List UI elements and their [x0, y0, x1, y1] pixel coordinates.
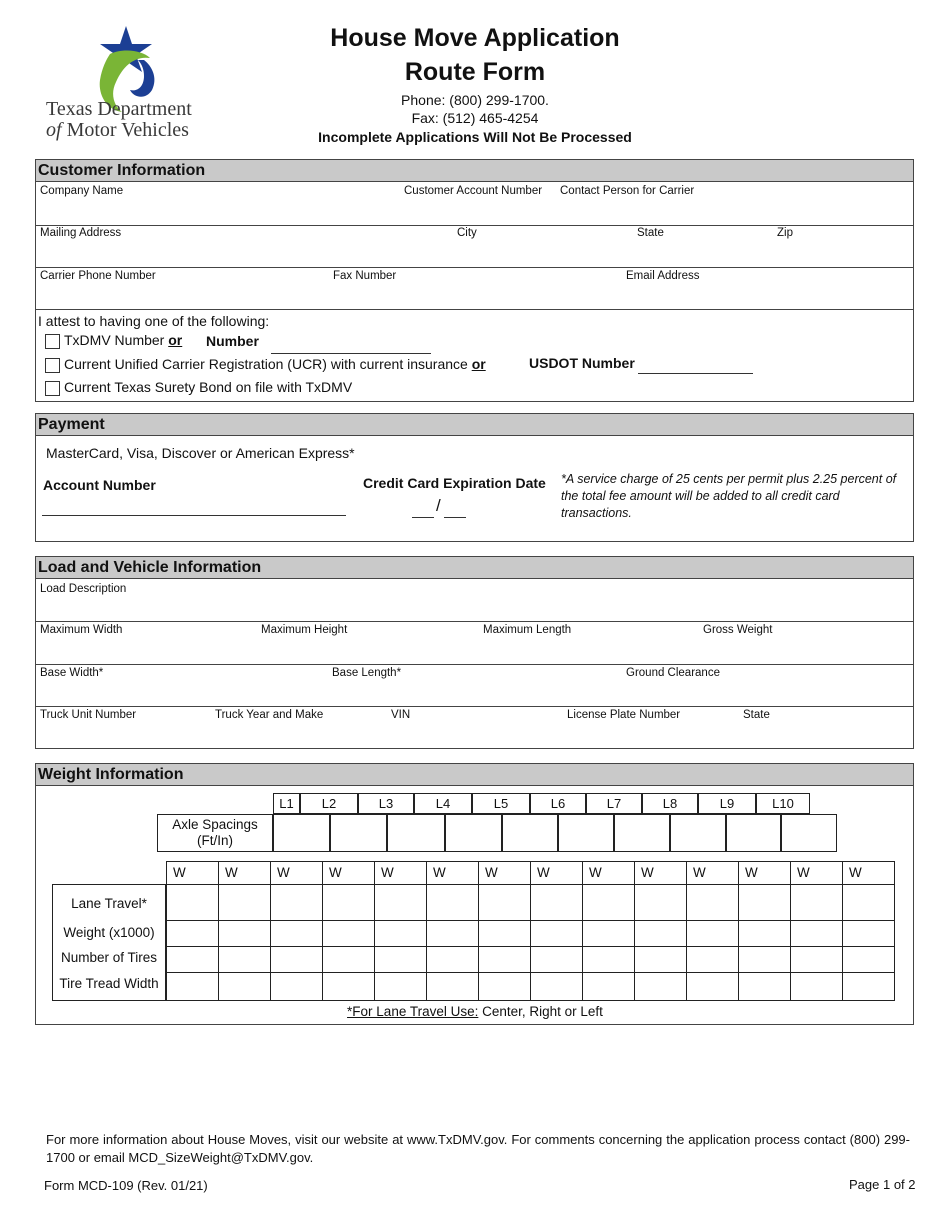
weight-input-cell[interactable]	[426, 946, 479, 973]
weight-input-cell[interactable]	[426, 920, 479, 947]
divider	[36, 267, 913, 268]
weight-input-cell[interactable]	[374, 946, 427, 973]
weight-input-cell[interactable]	[478, 972, 531, 1001]
weight-input-cell[interactable]	[218, 946, 271, 973]
weight-input-cell[interactable]	[218, 972, 271, 1001]
header-phone: Phone: (800) 299-1700.	[401, 92, 549, 108]
weight-column-header: W	[738, 861, 791, 885]
weight-input-cell[interactable]	[530, 946, 583, 973]
number-label: Number	[206, 333, 259, 349]
payment-section	[35, 413, 914, 542]
weight-input-cell[interactable]	[738, 946, 791, 973]
expiration-month-input[interactable]	[412, 517, 434, 518]
lane-travel-label: Lane Travel*	[71, 896, 147, 911]
axle-label-l10: L10	[756, 793, 810, 814]
weight-column-header: W	[634, 861, 687, 885]
weight-input-cell[interactable]	[790, 946, 843, 973]
weight-input-cell[interactable]	[478, 920, 531, 947]
weight-input-cell[interactable]	[634, 920, 687, 947]
weight-input-cell[interactable]	[166, 972, 219, 1001]
lane-travel-note-options: Center, Right or Left	[478, 1004, 603, 1019]
weight-input-cell[interactable]	[322, 972, 375, 1001]
ground-clearance-field[interactable]: Ground Clearance	[626, 667, 720, 679]
txdmv-number-checkbox[interactable]	[45, 334, 60, 349]
weight-input-cell[interactable]	[530, 884, 583, 921]
axle-label-l5: L5	[472, 793, 530, 814]
weight-input-cell[interactable]	[790, 920, 843, 947]
weight-input-cell[interactable]	[374, 972, 427, 1001]
divider	[36, 664, 913, 665]
divider	[36, 621, 913, 622]
weight-input-cell[interactable]	[738, 920, 791, 947]
axle-spacing-input-2[interactable]	[330, 814, 387, 852]
weight-input-cell[interactable]	[686, 920, 739, 947]
txdmv-number-label: TxDMV Number	[64, 332, 169, 348]
weight-input-cell[interactable]	[530, 920, 583, 947]
weight-input-cell[interactable]	[842, 884, 895, 921]
form-id: Form MCD-109 (Rev. 01/21)	[44, 1178, 208, 1193]
txdmv-number-input[interactable]	[271, 353, 431, 354]
base-length-field[interactable]: Base Length*	[332, 667, 402, 679]
weight-input-cell[interactable]	[582, 920, 635, 947]
weight-column-header: W	[842, 861, 895, 885]
attest-statement: I attest to having one of the following:	[38, 313, 270, 329]
maximum-length-field[interactable]: Maximum Length	[483, 624, 572, 636]
vehicle-state-field[interactable]: State	[743, 709, 770, 721]
customer-information-section	[35, 159, 914, 402]
weight-input-cell[interactable]	[218, 920, 271, 947]
axle-spacing-input-8[interactable]	[670, 814, 726, 852]
form-subtitle: Route Form	[404, 58, 546, 86]
carrier-phone-field[interactable]: Carrier Phone Number	[40, 270, 156, 282]
weight-input-cell[interactable]	[738, 972, 791, 1001]
axle-spacings-label	[157, 814, 273, 852]
weight-input-cell[interactable]	[166, 946, 219, 973]
weight-input-cell[interactable]	[842, 920, 895, 947]
number-of-tires-label: Number of Tires	[60, 950, 158, 965]
or-label: or	[168, 332, 183, 348]
city-field[interactable]: City	[457, 227, 477, 239]
weight-column-header: W	[790, 861, 843, 885]
weight-input-cell[interactable]	[166, 920, 219, 947]
truck-unit-number-field[interactable]: Truck Unit Number	[40, 709, 137, 721]
weight-input-cell[interactable]	[634, 884, 687, 921]
weight-input-cell[interactable]	[270, 884, 323, 921]
weight-column-header: W	[686, 861, 739, 885]
weight-column-header: W	[478, 861, 531, 885]
lane-travel-note-label: *For Lane Travel Use:	[347, 1004, 479, 1019]
load-vehicle-heading: Load and Vehicle Information	[36, 557, 913, 579]
axle-label-l2: L2	[300, 793, 358, 814]
logo-of: of	[46, 119, 62, 141]
weight-column-header: W	[374, 861, 427, 885]
load-description-field[interactable]: Load Description	[40, 583, 127, 595]
fax-number-field[interactable]: Fax Number	[333, 270, 397, 282]
weight-column-header: W	[582, 861, 635, 885]
weight-input-cell[interactable]	[322, 920, 375, 947]
weight-column-header: W	[530, 861, 583, 885]
axle-spacing-input-3[interactable]	[387, 814, 445, 852]
weight-input-cell[interactable]	[634, 946, 687, 973]
divider	[36, 706, 913, 707]
weight-input-cell[interactable]	[426, 884, 479, 921]
axle-spacings-text: Axle Spacings	[172, 817, 258, 832]
weight-input-cell[interactable]	[218, 884, 271, 921]
service-charge-note: *A service charge of 25 cents per permit plus 2.25 percent of the total fee amount will be added to all credit card transactions.	[561, 472, 897, 520]
axle-label-l9: L9	[698, 793, 756, 814]
account-number-label: Account Number	[43, 477, 156, 493]
axle-spacing-input-9[interactable]	[726, 814, 781, 852]
zip-field[interactable]: Zip	[777, 227, 793, 239]
weight-input-cell[interactable]	[374, 920, 427, 947]
weight-input-cell[interactable]	[790, 884, 843, 921]
weight-input-cell[interactable]	[270, 920, 323, 947]
axle-spacing-input-1[interactable]	[273, 814, 330, 852]
expiration-date-label: Credit Card Expiration Date	[363, 475, 546, 491]
weight-input-cell[interactable]	[738, 884, 791, 921]
weight-input-cell[interactable]	[582, 972, 635, 1001]
axle-label-l8: L8	[642, 793, 698, 814]
weight-input-cell[interactable]	[686, 884, 739, 921]
weight-input-cell[interactable]	[790, 972, 843, 1001]
axle-spacing-input-7[interactable]	[614, 814, 670, 852]
weight-input-cell[interactable]	[374, 884, 427, 921]
weight-input-cell[interactable]	[478, 946, 531, 973]
mailing-address-field[interactable]: Mailing Address	[40, 227, 122, 239]
weight-input-cell[interactable]	[478, 884, 531, 921]
truck-year-make-field[interactable]: Truck Year and Make	[215, 709, 324, 721]
maximum-width-field[interactable]: Maximum Width	[40, 624, 123, 636]
customer-account-number-field[interactable]: Customer Account Number	[404, 185, 543, 197]
payment-heading: Payment	[36, 414, 913, 436]
axle-spacings-unit: (Ft/In)	[197, 833, 233, 848]
axle-label-l1: L1	[273, 793, 300, 814]
weight-input-cell[interactable]	[634, 972, 687, 1001]
weight-input-cell[interactable]	[582, 946, 635, 973]
weight-input-cell[interactable]	[322, 884, 375, 921]
usdot-number-input[interactable]	[638, 373, 753, 374]
account-number-input[interactable]	[42, 515, 346, 516]
gross-weight-field[interactable]: Gross Weight	[703, 624, 773, 636]
usdot-number-label: USDOT Number	[529, 355, 635, 371]
axle-label-l6: L6	[530, 793, 586, 814]
weight-input-cell[interactable]	[166, 884, 219, 921]
weight-input-cell[interactable]	[582, 884, 635, 921]
email-address-field[interactable]: Email Address	[626, 270, 700, 282]
weight-column-header: W	[322, 861, 375, 885]
weight-input-cell[interactable]	[530, 972, 583, 1001]
footer-info: For more information about House Moves, visit our website at www.TxDMV.gov. For comments concerning the application process contact (800) 299-1700 or email MCD_SizeWeight@TxDMV.gov.	[46, 1132, 910, 1165]
weight-label: Weight (x1000)	[63, 925, 155, 940]
license-plate-field[interactable]: License Plate Number	[567, 709, 681, 721]
axle-spacing-input-10[interactable]	[781, 814, 837, 852]
state-field[interactable]: State	[637, 227, 664, 239]
base-width-field[interactable]: Base Width*	[40, 667, 104, 679]
ucr-option	[64, 356, 486, 372]
weight-column-header: W	[270, 861, 323, 885]
header-notice: Incomplete Applications Will Not Be Processed	[318, 129, 632, 145]
weight-input-cell[interactable]	[842, 946, 895, 973]
surety-bond-checkbox[interactable]	[45, 381, 60, 396]
weight-input-cell[interactable]	[270, 972, 323, 1001]
txdmv-number-option	[64, 332, 182, 348]
maximum-height-field[interactable]: Maximum Height	[261, 624, 348, 636]
lane-travel-note	[0, 1004, 950, 1019]
surety-bond-label: Current Texas Surety Bond on file with TxDMV	[64, 379, 353, 395]
weight-column-header: W	[166, 861, 219, 885]
weight-input-cell[interactable]	[686, 972, 739, 1001]
logo-text-line1: Texas Department	[46, 98, 192, 120]
axle-spacing-input-5[interactable]	[502, 814, 558, 852]
weight-information-heading: Weight Information	[36, 764, 913, 786]
tire-tread-width-label: Tire Tread Width	[59, 976, 159, 991]
weight-input-cell[interactable]	[426, 972, 479, 1001]
axle-spacing-input-6[interactable]	[558, 814, 614, 852]
company-name-field[interactable]: Company Name	[40, 185, 124, 197]
vin-field[interactable]: VIN	[391, 709, 411, 721]
weight-column-header: W	[426, 861, 479, 885]
expiration-slash: /	[436, 496, 441, 515]
form-title: House Move Application	[330, 24, 620, 52]
axle-label-l3: L3	[358, 793, 414, 814]
customer-information-heading: Customer Information	[36, 160, 913, 182]
weight-input-cell[interactable]	[322, 946, 375, 973]
axle-label-l4: L4	[414, 793, 472, 814]
ucr-checkbox[interactable]	[45, 358, 60, 373]
axle-spacing-input-4[interactable]	[445, 814, 502, 852]
page-number: Page 1 of 2	[849, 1177, 916, 1192]
weight-column-header: W	[218, 861, 271, 885]
weight-input-cell[interactable]	[270, 946, 323, 973]
expiration-year-input[interactable]	[444, 517, 466, 518]
accepted-cards-text: MasterCard, Visa, Discover or American Express*	[46, 445, 355, 461]
contact-person-field[interactable]: Contact Person for Carrier	[560, 185, 695, 197]
logo-motor-vehicles: Motor Vehicles	[61, 119, 189, 141]
divider	[36, 225, 913, 226]
ucr-label: Current Unified Carrier Registration (UCR) with current insurance	[64, 356, 472, 372]
header-fax: Fax: (512) 465-4254	[411, 110, 539, 126]
axle-label-l7: L7	[586, 793, 642, 814]
weight-input-cell[interactable]	[842, 972, 895, 1001]
or-label: or	[471, 356, 486, 372]
weight-input-cell[interactable]	[686, 946, 739, 973]
divider	[36, 309, 913, 310]
load-vehicle-section	[35, 556, 914, 749]
